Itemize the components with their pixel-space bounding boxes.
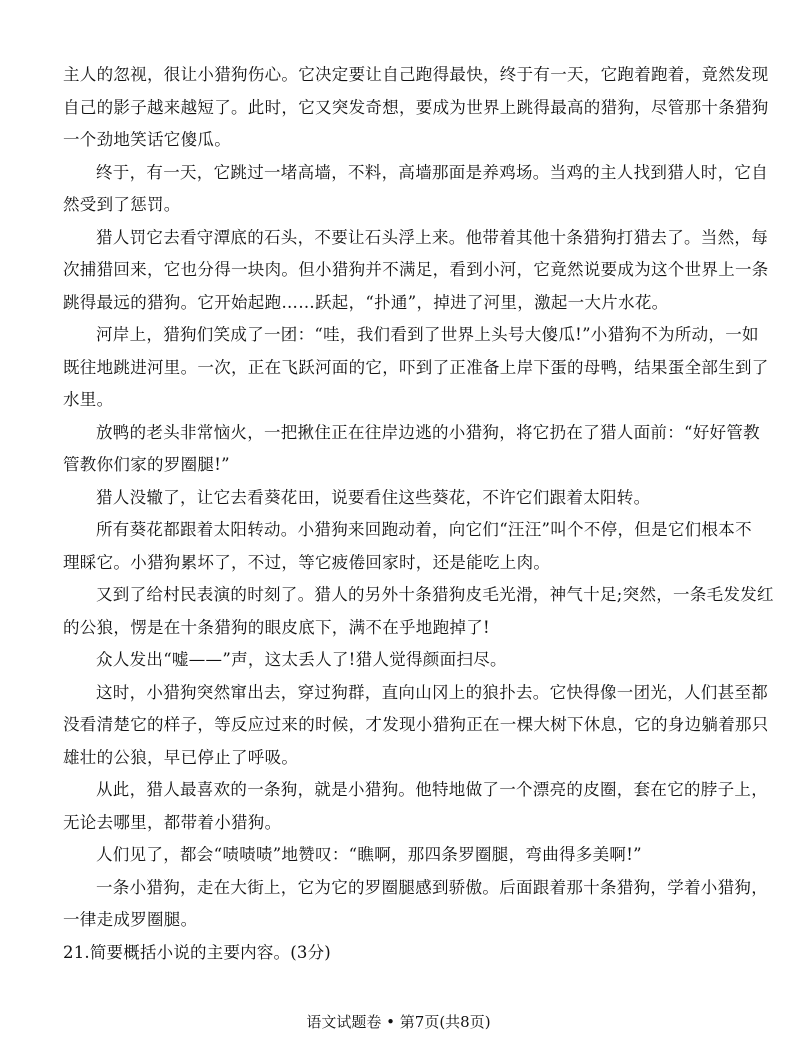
text-line: 一条小猎狗，走在大街上，它为它的罗圈腿感到骄傲。后面跟着那十条猎狗，学着小猎狗， xyxy=(96,877,768,897)
text-line: 所有葵花都跟着太阳转动。小猎狗来回跑动着，向它们“汪汪”叫个不停，但是它们根本不 xyxy=(96,520,752,539)
paragraph xyxy=(63,482,783,515)
text-line: 众人发出“嘘——”声，这太丢人了!猎人觉得颜面扫尽。 xyxy=(96,650,507,669)
paragraph xyxy=(63,59,783,157)
text-line: 次捕猎回来，它也分得一块肉。但小猎狗并不满足，看到小河，它竟然说要成为这个世界上一条 xyxy=(63,260,769,279)
text-line: 猎人没辙了，让它去看葵花田，说要看住这些葵花，不许它们跟着太阳转。 xyxy=(96,487,651,507)
text-line: 河岸上，猎狗们笑成了一团：“哇，我们看到了世界上头号大傻瓜!”小猎狗不为所动，一如 xyxy=(96,325,759,344)
text-line: 猎人罚它去看守潭底的石头，不要让石头浮上来。他带着其他十条猎狗打猎去了。当然，每 xyxy=(96,227,768,247)
text-line: 管教你们家的罗圈腿!” xyxy=(63,455,230,474)
paragraph xyxy=(63,579,783,644)
text-line: 无论去哪里，都带着小猎狗。 xyxy=(63,812,282,832)
question-21: 21.简要概括小说的主要内容。(3分) xyxy=(63,942,331,962)
text-line: 从此，猎人最喜欢的一条狗，就是小猎狗。他特地做了一个漂亮的皮圈，套在它的脖子上， xyxy=(96,780,768,799)
paragraph xyxy=(63,644,783,677)
paragraph xyxy=(63,514,783,579)
text-line: 一律走成罗圈腿。 xyxy=(63,910,198,929)
text-line: 终于，有一天，它跳过一堵高墙，不料，高墙那面是养鸡场。当鸡的主人找到猎人时，它自 xyxy=(96,162,768,182)
paragraph xyxy=(63,774,783,839)
text-line: 没看清楚它的样子，等反应过来的时候，才发现小猎狗正在一棵大树下休息，它的身边躺着那只 xyxy=(63,715,769,734)
text-line: 的公狼，愣是在十条猎狗的眼皮底下，满不在乎地跑掉了! xyxy=(63,617,490,637)
text-line: 雄壮的公狼，早已停止了呼吸。 xyxy=(63,747,299,767)
paragraph xyxy=(63,677,783,775)
text-line: 既往地跳进河里。一次，正在飞跃河面的它，吓到了正准备上岸下蛋的母鸭，结果蛋全部生到了 xyxy=(63,357,769,377)
text-line: 水里。 xyxy=(63,390,114,409)
text-line: 理睬它。小猎狗累坏了，不过，等它疲倦回家时，还是能吃上肉。 xyxy=(63,552,551,572)
paragraph xyxy=(63,872,783,937)
text-line: 一个劲地笑话它傻瓜。 xyxy=(63,130,231,149)
story-text xyxy=(63,59,783,969)
text-line: 又到了给村民表演的时刻了。猎人的另外十条猎狗皮毛光滑，神气十足;突然，一条毛发发红 xyxy=(96,585,774,604)
text-line: 跳得最远的猎狗。它开始起跑……跃起，“扑通”，掉进了河里，激起一大片水花。 xyxy=(63,292,669,312)
text-line: 人们见了，都会“啧啧啧”地赞叹：“瞧啊，那四条罗圈腿，弯曲得多美啊!” xyxy=(96,845,642,864)
paragraph xyxy=(63,222,783,320)
text-line: 放鸭的老头非常恼火，一把揪住正在往岸边逃的小猎狗，将它扔在了猎人面前：“好好管教 xyxy=(96,422,760,442)
paragraph xyxy=(63,417,783,482)
text-line: 然受到了惩罚。 xyxy=(63,195,181,214)
paragraph xyxy=(63,319,783,417)
page-footer: 语文试题卷 • 第7页(共8页) xyxy=(306,1013,491,1031)
text-line: 自己的影子越来越短了。此时，它又突发奇想，要成为世界上跳得最高的猎狗，尽管那十条猎狗 xyxy=(63,97,769,117)
paragraph xyxy=(63,157,783,222)
text-line: 这时，小猎狗突然窜出去，穿过狗群，直向山冈上的狼扑去。它快得像一团光，人们甚至都 xyxy=(96,682,768,702)
text-line: 主人的忽视，很让小猎狗伤心。它决定要让自己跑得最快，终于有一天，它跑着跑着，竟然发现 xyxy=(63,65,769,84)
paragraph xyxy=(63,839,783,872)
